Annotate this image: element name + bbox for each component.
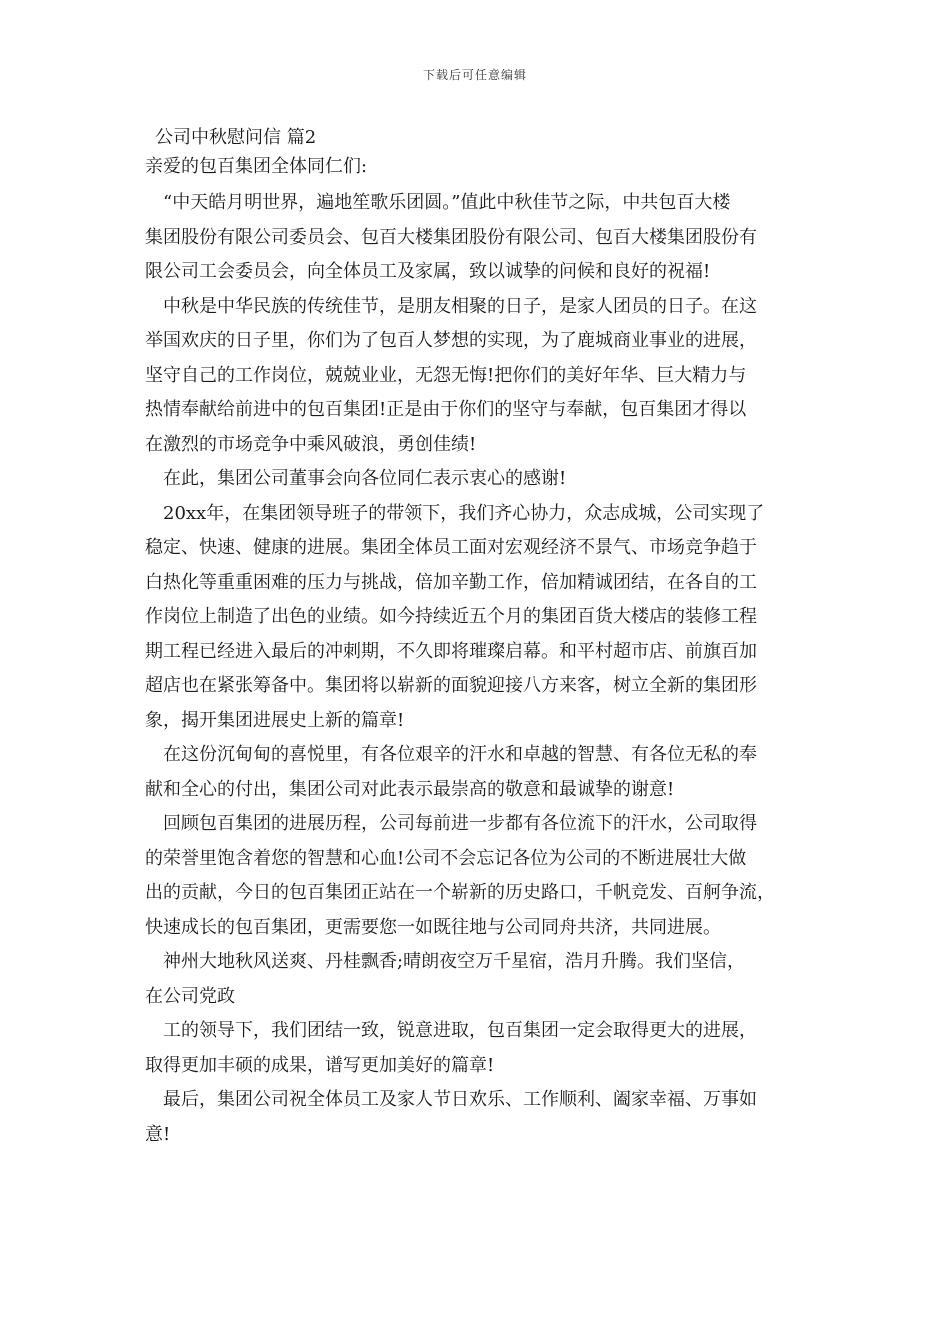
paragraph-line: 白热化等重重困难的压力与挑战，倍加辛勤工作，倍加精诚团结，在各自的工	[145, 571, 757, 593]
paragraph-line: 在激烈的市场竞争中乘风破浪，勇创佳绩!	[145, 433, 477, 455]
paragraph-line: 最后，集团公司祝全体员工及家人节日欢乐、工作顺利、阖家幸福、万事如	[163, 1089, 757, 1110]
paragraph-line: 稳定、快速、健康的进展。集团全体员工面对宏观经济不景气、市场竞争趋于	[145, 537, 757, 558]
paragraph-gratitude	[145, 738, 815, 807]
paragraph-leadership	[145, 1014, 815, 1083]
paragraph-line: 在这份沉甸甸的喜悦里，有各位艰辛的汗水和卓越的智慧、有各位无私的奉	[163, 744, 757, 765]
paragraph-line: 集团股份有限公司委员会、包百大楼集团股份有限公司、包百大楼集团股份有	[145, 226, 757, 248]
page-header-note: 下载后可任意编辑	[422, 68, 527, 82]
paragraph-mid-autumn	[145, 290, 815, 463]
paragraph-review	[145, 807, 815, 945]
paragraph-greeting	[145, 186, 815, 290]
letter-body	[145, 124, 815, 1152]
paragraph-achievements	[145, 497, 815, 739]
paragraph-line: 工的领导下，我们团结一致，锐意进取，包百集团一定会取得更大的进展，	[163, 1020, 757, 1041]
paragraph-line: 献和全心的付出，集团公司对此表示最崇高的敬意和最诚挚的谢意!	[145, 778, 675, 800]
paragraph-line: 作岗位上制造了出色的业绩。如今持续近五个月的集团百货大楼店的装修工程	[145, 606, 757, 627]
paragraph-line: 意!	[145, 1123, 171, 1145]
salutation: 亲爱的包百集团全体同仁们:	[145, 156, 368, 177]
paragraph-line: 坚守自己的工作岗位，兢兢业业，无怨无悔!把你们的美好年华、巨大精力与	[145, 364, 747, 386]
paragraph-line: 限公司工会委员会，向全体员工及家属，致以诚挚的问候和良好的祝福!	[145, 261, 711, 282]
paragraph-line: 举国欢庆的日子里，你们为了包百人梦想的实现，为了鹿城商业事业的进展，	[145, 330, 757, 351]
paragraph-line: “中天皓月明世界，遍地笙歌乐团圆。”值此中秋佳节之际，中共包百大楼	[163, 192, 731, 213]
paragraph-thanks	[145, 462, 815, 497]
paragraph-line: 神州大地秋风送爽、丹桂飘香;晴朗夜空万千星宿，浩月升腾。我们坚信，	[163, 951, 746, 972]
paragraph-closing-wishes	[145, 1083, 815, 1152]
paragraph-line: 超店也在紧张筹备中。集团将以崭新的面貌迎接八方来客，树立全新的集团形	[145, 675, 757, 696]
paragraph-line: 中秋是中华民族的传统佳节，是朋友相聚的日子，是家人团员的日子。在这	[163, 295, 757, 317]
paragraph-line: 在公司党政	[145, 985, 235, 1007]
paragraph-line: 的荣誉里饱含着您的智慧和心血!公司不会忘记各位为公司的不断进展壮大做	[145, 847, 747, 869]
document-title: 公司中秋慰问信 篇2	[155, 127, 317, 148]
paragraph-line: 快速成长的包百集团，更需要您一如既往地与公司同舟共济，共同进展。	[145, 916, 721, 938]
paragraph-line: 20xx年，在集团领导班子的带领下，我们齐心协力，众志成城，公司实现了	[163, 502, 765, 524]
paragraph-line: 出的贡献，今日的包百集团正站在一个崭新的历史路口，千帆竞发、百舸争流，	[145, 882, 775, 903]
paragraph-line: 期工程已经进入最后的冲刺期，不久即将璀璨启幕。和平村超市店、前旗百加	[145, 640, 757, 662]
paragraph-line: 在此，集团公司董事会向各位同仁表示衷心的感谢!	[163, 468, 567, 489]
paragraph-line: 回顾包百集团的进展历程，公司每前进一步都有各位流下的汗水，公司取得	[163, 813, 757, 834]
paragraph-line: 象，揭开集团进展史上新的篇章!	[145, 709, 405, 731]
paragraph-line: 取得更加丰硕的成果，谱写更加美好的篇章!	[145, 1054, 495, 1076]
paragraph-line: 热情奉献给前进中的包百集团!正是由于你们的坚守与奉献，包百集团才得以	[145, 399, 747, 420]
paragraph-autumn-scene	[145, 945, 815, 1014]
